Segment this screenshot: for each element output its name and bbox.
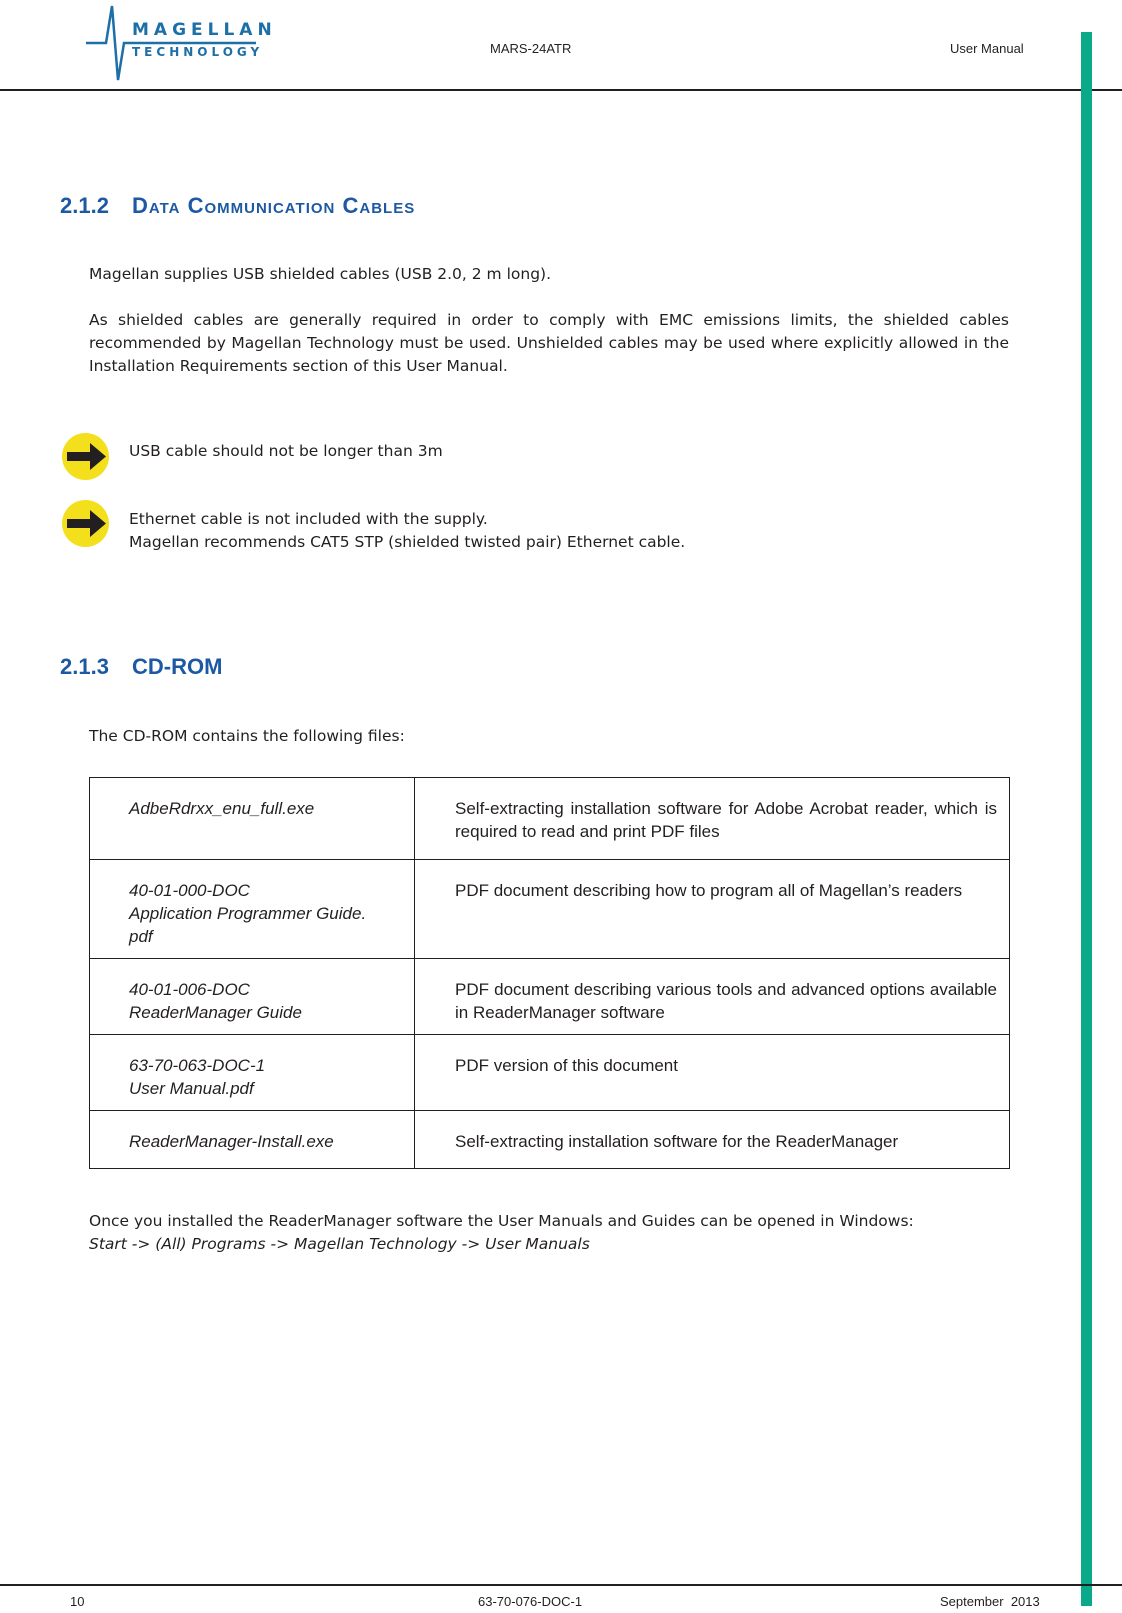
note-usb-length	[129, 440, 443, 463]
usb-cable-paragraph: Magellan supplies USB shielded cables (USB 2.0, 2 m long).	[89, 265, 552, 283]
file-name-cell	[90, 778, 415, 860]
section-heading-212	[60, 193, 415, 219]
logo-wordmark-bottom: TECHNOLOGY	[132, 45, 264, 59]
file-name-line: Application Programmer Guide.	[129, 904, 367, 923]
file-description-cell: PDF document describing how to program all of Magellan’s readers	[415, 860, 1010, 959]
section-heading-213	[60, 654, 222, 680]
header-product: MARS-24ATR	[490, 41, 572, 56]
table-row	[90, 860, 1010, 959]
table-row	[90, 778, 1010, 860]
file-name-line: ReaderManager Guide	[129, 1003, 302, 1022]
closing-paragraph	[89, 1210, 914, 1256]
file-name-line: 63-70-063-DOC-1	[129, 1056, 266, 1075]
note-line: USB cable should not be longer than 3m	[129, 442, 443, 460]
footer-doc-number: 63-70-076-DOC-1	[478, 1594, 583, 1609]
file-description-cell: Self-extracting installation software for Adobe Acrobat reader, which is required to read and print PDF files	[415, 778, 1010, 860]
cdrom-files-table	[89, 777, 1010, 1169]
file-name-line: ReaderManager-Install.exe	[129, 1132, 334, 1151]
menu-path: Start -> (All) Programs -> Magellan Technology -> User Manuals	[89, 1235, 590, 1253]
section-number: 2.1.3	[60, 654, 109, 679]
arrow-right-icon	[61, 432, 110, 481]
shielded-cables-paragraph: As shielded cables are generally required in order to comply with EMC emissions limits, the shielded cables recommended by Magellan Technology must be used. Unshielded cables may be used where explicitly allowed in the Installation Requirements section of this User Manual.	[89, 311, 1009, 375]
file-name-line: pdf	[129, 927, 153, 946]
closing-text: Once you installed the ReaderManager software the User Manuals and Guides can be opened in Windows:	[89, 1212, 914, 1230]
header-doc-type: User Manual	[950, 41, 1024, 56]
section-number: 2.1.2	[60, 193, 109, 218]
file-description-cell: Self-extracting installation software for the ReaderManager	[415, 1111, 1010, 1169]
arrow-right-icon	[61, 499, 110, 548]
footer-divider	[0, 1584, 1122, 1586]
note-ethernet	[129, 508, 685, 554]
file-description-cell: PDF document describing various tools and advanced options available in ReaderManager software	[415, 959, 1010, 1035]
file-name-cell	[90, 1111, 415, 1169]
section-title: CD-ROM	[132, 654, 223, 679]
table-row	[90, 959, 1010, 1035]
cdrom-intro: The CD-ROM contains the following files:	[89, 727, 405, 745]
file-name-line: 40-01-000-DOC	[129, 881, 250, 900]
file-description-cell: PDF version of this document	[415, 1035, 1010, 1111]
page-number: 10	[70, 1594, 85, 1609]
magellan-logo	[86, 0, 277, 90]
file-name-cell	[90, 959, 415, 1035]
table-row	[90, 1035, 1010, 1111]
note-line: Magellan recommends CAT5 STP (shielded twisted pair) Ethernet cable.	[129, 533, 686, 551]
logo-wordmark-top: MAGELLAN	[132, 20, 277, 40]
footer-date: September 2013	[940, 1594, 1040, 1609]
section-title: Data Communication Cables	[132, 193, 416, 218]
file-name-line: AdbeRdrxx_enu_full.exe	[129, 799, 315, 818]
accent-bar	[1081, 32, 1092, 1606]
file-name-line: 40-01-006-DOC	[129, 980, 250, 999]
file-name-line: User Manual.pdf	[129, 1079, 254, 1098]
file-name-cell	[90, 1035, 415, 1111]
header-divider	[0, 89, 1122, 91]
table-row	[90, 1111, 1010, 1169]
note-line: Ethernet cable is not included with the supply.	[129, 510, 488, 528]
file-name-cell	[90, 860, 415, 959]
